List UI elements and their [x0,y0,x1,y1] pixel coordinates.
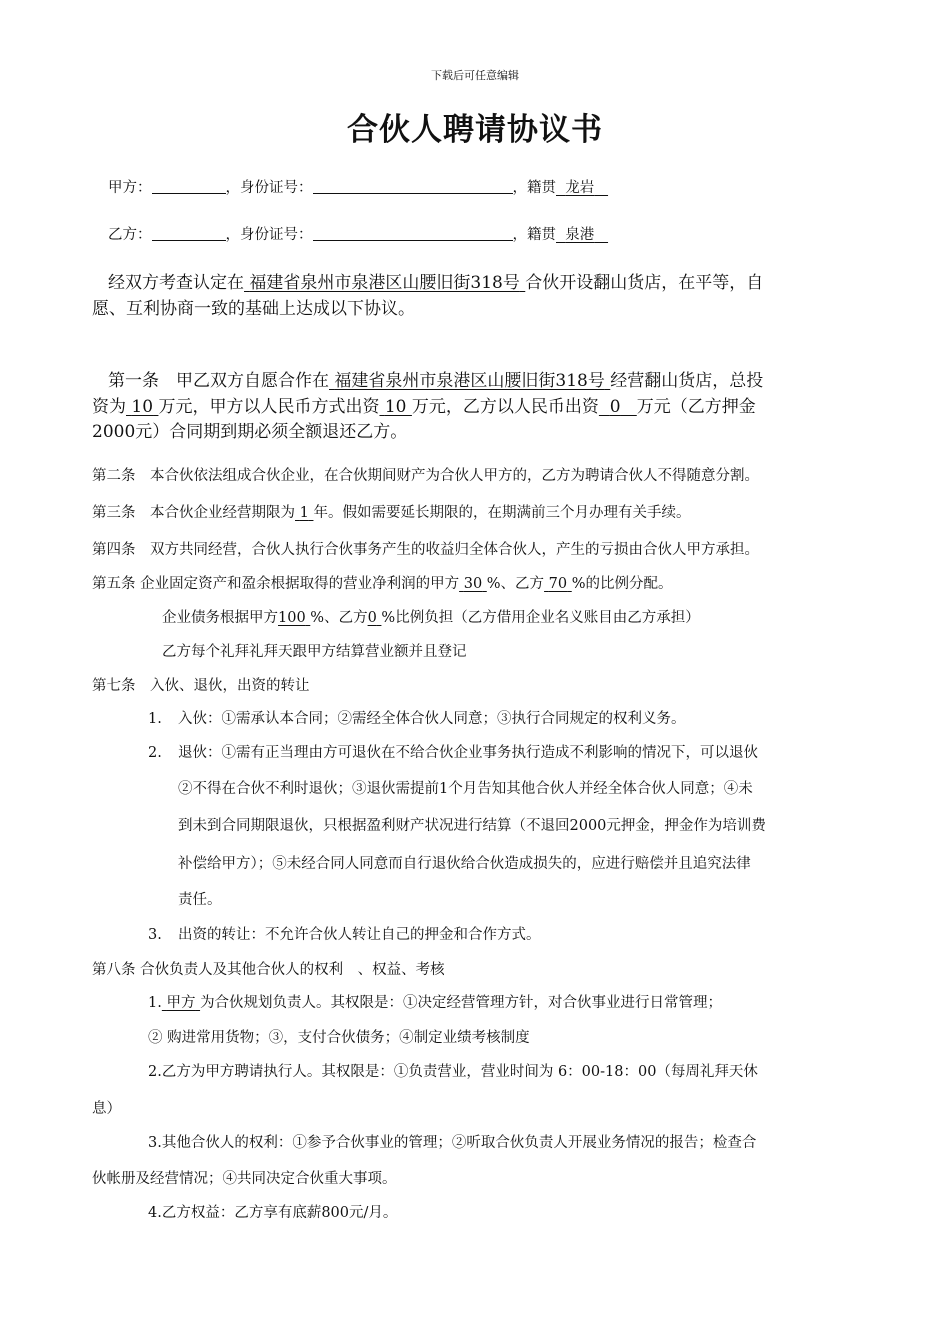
party-a-investment: 10 [384,397,407,417]
party-b-id-blank [313,226,513,241]
party-a-id-blank [313,179,513,194]
term-years: 1 [299,505,309,521]
responsible-party: 甲方 [166,995,196,1011]
article-7-item-3: 3. 出资的转让：不允许合伙人转让自己的押金和合作方式。 [148,927,541,943]
article-7-item-2-cont-3: 补偿给甲方）；⑤未经合同人同意而自行退伙给合伙造成损失的，应进行赔偿并且追究法律 [178,856,751,872]
article-1-line-3: 2000元）合同期到期必须全额退还乙方。 [92,422,408,442]
party-b-name-blank [152,226,226,241]
article-7-title: 第七条 入伙、退伙，出资的转让 [92,678,310,694]
article-8-para-1-cont: ② 购进常用货物；③，支付合伙债务；④制定业绩考核制度 [148,1030,530,1046]
article-7-item-2: 2. 退伙：①需有正当理由方可退伙在不给合伙企业事务执行造成不利影响的情况下，可以退伙 [148,745,758,761]
party-a-origin: 龙岩 [565,180,595,196]
profit-share-b: 70 [548,576,568,592]
article-1-address: 福建省泉州市泉港区山腰旧街318号 [334,371,605,391]
article-7-item-2-cont-4: 责任。 [178,892,222,908]
article-1-line-1: 第一条 甲乙双方自愿合作在 福建省泉州市泉港区山腰旧街318号 经营翻山货店，总投 [108,371,764,391]
article-8-para-4: 4.乙方权益：乙方享有底薪800元/月。 [148,1205,398,1221]
total-investment: 10 [131,397,154,417]
party-b-origin-label: ，籍贯 [512,227,556,243]
party-b-label: 乙方： [108,227,152,243]
party-a-id-label: ，身份证号： [225,180,313,196]
article-5-debt: 企业债务根据甲方100 %、乙方0 %比例负担（乙方借用企业名义账目由乙方承担） [162,610,700,626]
party-b-origin: 泉港 [565,227,595,243]
article-5-weekly: 乙方每个礼拜礼拜天跟甲方结算营业额并且登记 [162,644,467,660]
article-7-item-1: 1. 入伙：①需承认本合同；②需经全体合伙人同意；③执行合同规定的权利义务。 [148,711,686,727]
profit-share-a: 30 [463,576,483,592]
party-b-id-label: ，身份证号： [225,227,313,243]
party-a-label: 甲方： [108,180,152,196]
intro-address: 福建省泉州市泉港区山腰旧街318号 [249,273,520,293]
article-7-item-2-cont-2: 到未到合同期限退伙，只根据盈利财产状况进行结算（不退回2000元押金，押金作为培训费 [178,818,766,834]
article-8-para-2-cont: 息） [92,1101,121,1117]
article-1-line-2: 资为 10 万元，甲方以人民币方式出资 10 万元，乙方以人民币出资 0 万元（乙方押金 [92,397,756,417]
debt-share-b: 0 [367,610,377,626]
party-b-investment: 0 [609,397,621,417]
intro-line-1: 经双方考查认定在 福建省泉州市泉港区山腰旧街318号 合伙开设翻山货店，在平等，自 [108,273,764,293]
party-a-origin-label: ，籍贯 [512,180,556,196]
article-3: 第三条 本合伙企业经营期限为 1 年。假如需要延长期限的，在期满前三个月办理有关手续。 [92,505,691,521]
header-note: 下载后可任意编辑 [431,69,519,82]
debt-share-a: 100 [278,610,306,626]
article-5: 第五条 企业固定资产和盈余根据取得的营业净利润的甲方 30 %、乙方 70 %的比例分配。 [92,576,673,592]
party-a-name-blank [152,179,226,194]
article-7-item-2-cont-1: ②不得在合伙不利时退伙；③退伙需提前1个月告知其他合伙人并经全体合伙人同意；④未 [178,781,753,797]
article-4: 第四条 双方共同经营，合伙人执行合伙事务产生的收益归全体合伙人，产生的亏损由合伙人甲方承担。 [92,542,759,558]
article-8-para-2: 2.乙方为甲方聘请执行人。其权限是：①负责营业，营业时间为 6：00-18：00（每周礼拜天休 [148,1064,758,1080]
party-b-line [108,223,608,244]
article-2: 第二条 本合伙依法组成合伙企业，在合伙期间财产为合伙人甲方的，乙方为聘请合伙人不得随意分割。 [92,468,759,484]
article-8-para-3: 3.其他合伙人的权利：①参予合伙事业的管理；②听取合伙负责人开展业务情况的报告；检查合 [148,1135,757,1151]
article-8-para-3-cont: 伙帐册及经营情况；④共同决定合伙重大事项。 [92,1171,397,1187]
page-title: 合伙人聘请协议书 [347,112,603,148]
intro-line-2: 愿、互利协商一致的基础上达成以下协议。 [92,299,415,319]
article-8-para-1: 1. 甲方 为合伙规划负责人。其权限是：①决定经营管理方针，对合伙事业进行日常管理； [148,995,723,1011]
article-8-title: 第八条 合伙负责人及其他合伙人的权利 、权益、考核 [92,962,445,978]
party-a-line [108,176,608,197]
